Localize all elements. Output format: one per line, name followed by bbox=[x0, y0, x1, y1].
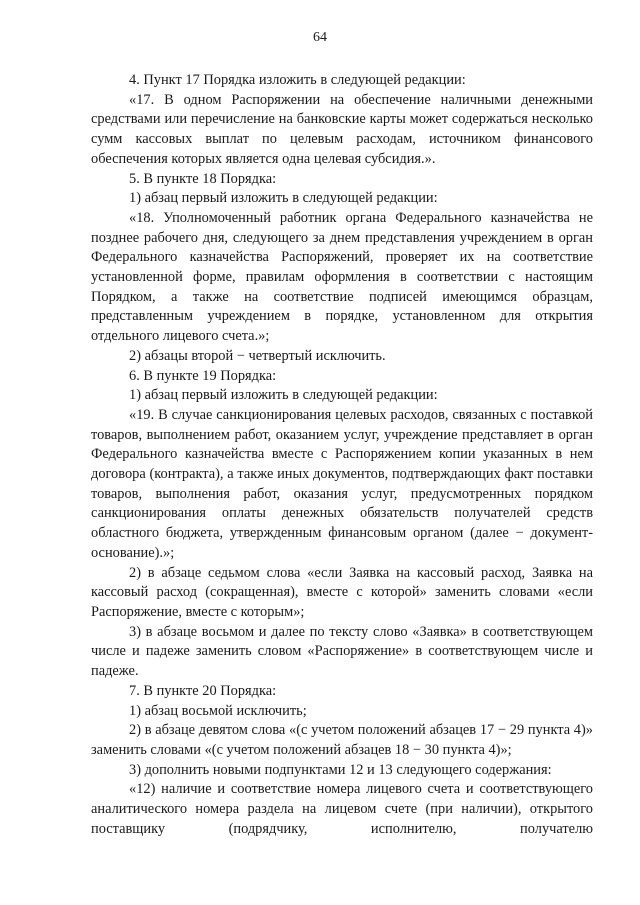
paragraph: 5. В пункте 18 Порядка: bbox=[129, 170, 277, 187]
paragraph: «12) наличие и соответствие номера лицевого счета и соответствующего аналитического номера раздела на лицевом счете (при наличии), открытого поставщику (подрядчику, исполнителю, получателю bbox=[91, 781, 593, 837]
paragraph: «17. В одном Распоряжении на обеспечение наличными денежными средствами или перечисление на банковские карты может содержаться несколько сумм кассовых выплат по целевым расходам, источником финансового обеспечения которых является одна целевая субсидия.». bbox=[91, 91, 593, 167]
paragraph: 1) абзац первый изложить в следующей редакции: bbox=[129, 387, 438, 404]
paragraph: «19. В случае санкционирования целевых расходов, связанных с поставкой товаров, выполнением работ, оказанием услуг, учреждение представляет в орган Федерального казначейства вместе с Распоряжением копии указанных в нем договора (контракта), а также иных документов, подтверждающих факт поставки товаров, выполнения работ, оказания услуг, предусмотренных порядком санкционирования оплаты денежных обязательств получателей средств областного бюджета, утвержденным финансовым органом (далее − документ-основание).»; bbox=[91, 406, 593, 561]
paragraph: 4. Пункт 17 Порядка изложить в следующей редакции: bbox=[129, 72, 466, 88]
paragraph: «18. Уполномоченный работник органа Федерального казначейства не позднее рабочего дня, следующего за днем представления учреждением в орган Федерального казначейства Распоряжений, проверяет их на соответствие установленной форме, правилам оформления в соответствии с настоящим Порядком, а также на соответствие подписей имеющимся образцам, представленным учреждением в порядке, установленном для открытия отдельного лицевого счета.»; bbox=[91, 209, 593, 345]
paragraph: 7. В пункте 20 Порядка: bbox=[129, 682, 277, 699]
page-number: 64 bbox=[313, 30, 327, 45]
document-body bbox=[91, 71, 593, 839]
paragraph: 6. В пункте 19 Порядка: bbox=[129, 367, 277, 384]
paragraph: 2) в абзаце седьмом слова «если Заявка на кассовый расход, Заявка на кассовый расход (сокращенная), вместе с которой» заменить словами «если Распоряжение, вместе с которым»; bbox=[91, 564, 593, 620]
paragraph: 1) абзац первый изложить в следующей редакции: bbox=[129, 190, 438, 207]
paragraph: 3) дополнить новыми подпунктами 12 и 13 следующего содержания: bbox=[129, 761, 552, 778]
paragraph: 3) в абзаце восьмом и далее по тексту слово «Заявка» в соответствующем числе и падеже заменить словом «Распоряжение» в соответствующем числе и падеже. bbox=[91, 623, 593, 680]
paragraph: 2) в абзаце девятом слова «(с учетом положений абзацев 17 − 29 пункта 4)» заменить словами «(с учетом положений абзацев 18 − 30 пункта 4)»; bbox=[91, 722, 593, 758]
paragraph: 2) абзацы второй − четвертый исключить. bbox=[129, 347, 386, 364]
paragraph: 1) абзац восьмой исключить; bbox=[129, 702, 307, 719]
